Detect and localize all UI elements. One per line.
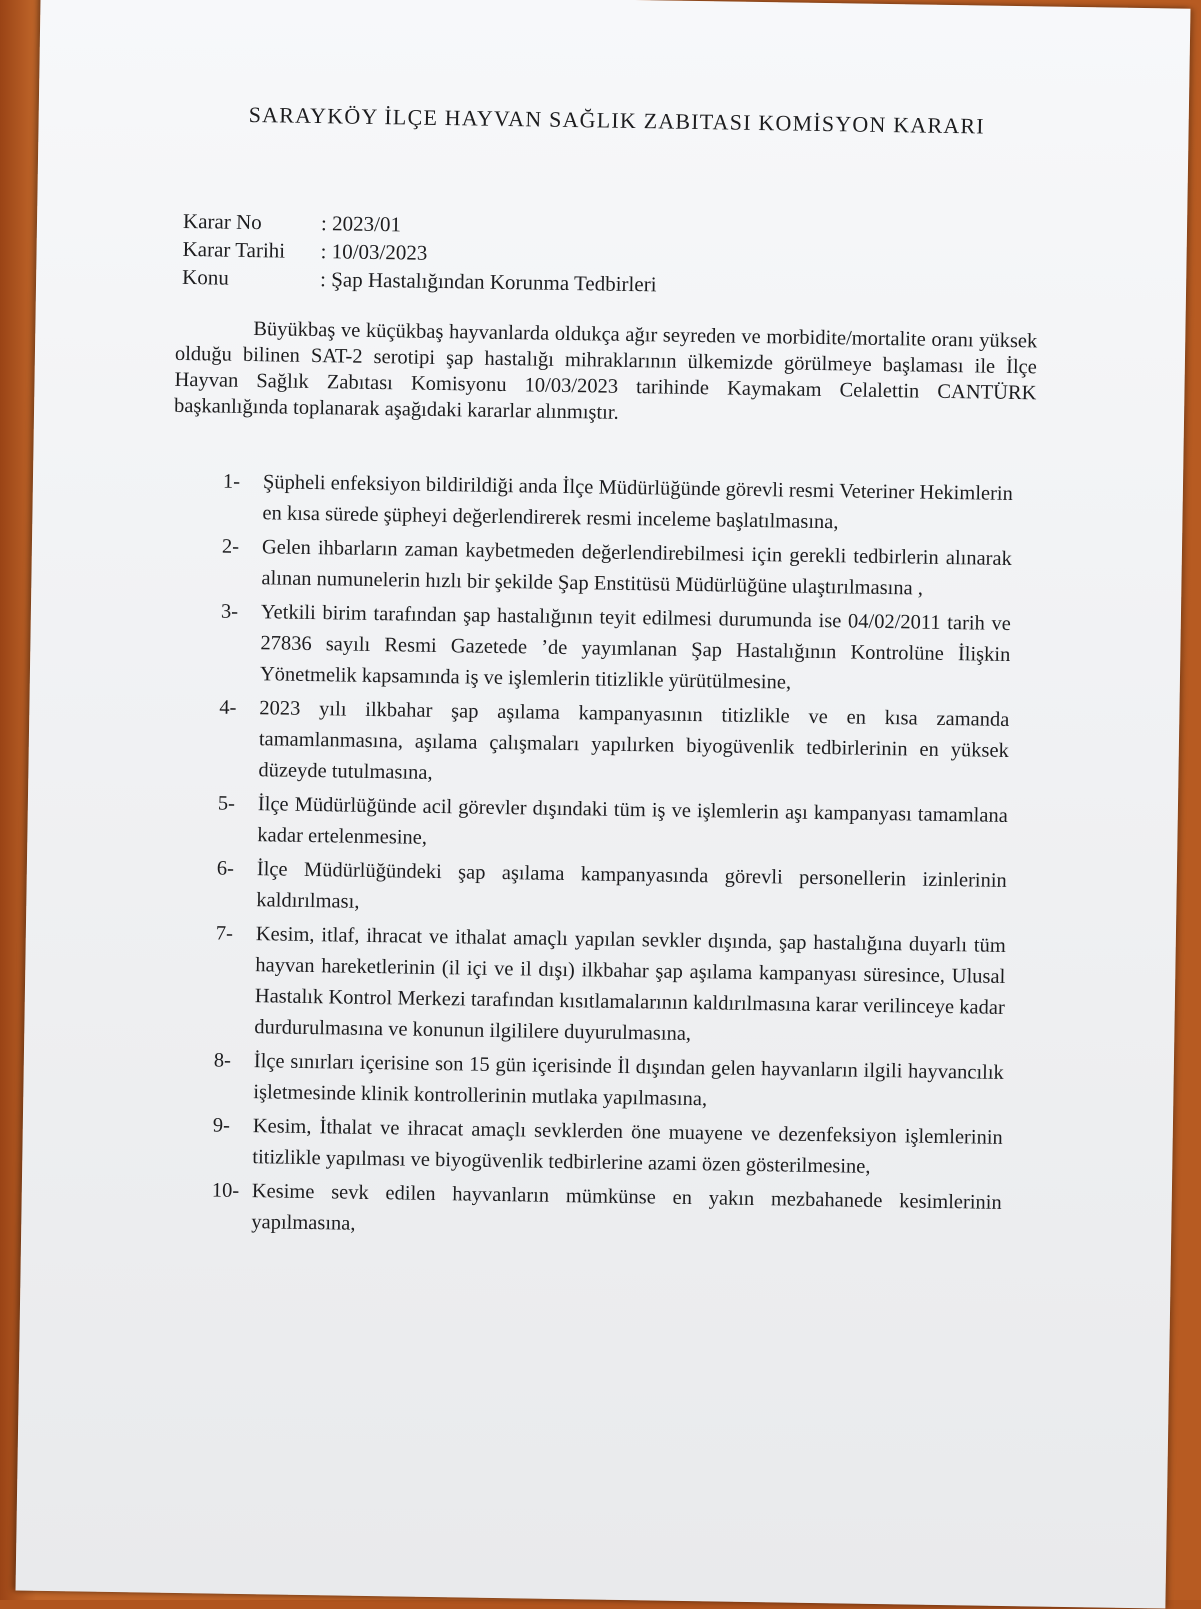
decision-text: 2023 yılı ilkbahar şap aşılama kampanyasının titizlikle ve en kısa zamanda tamamlanmasına, aşılama çalışmaları yapılırken biyogüvenlik tedbirlerinin en yüksek düzeyde tutulmasına,: [258, 697, 1010, 784]
decision-number: 1-: [222, 470, 241, 493]
decision-number: 6-: [216, 857, 235, 880]
decision-meta: [182, 207, 658, 298]
decision-number: 10-: [211, 1179, 240, 1202]
decision-number: 8-: [213, 1049, 232, 1072]
decision-item: [217, 789, 1008, 863]
decision-number: 4-: [219, 696, 237, 719]
decision-text: İlçe Müdürlüğünde acil görevler dışındaki tüm iş ve işlemlerin aşı kampanyası tamamlana kadar ertelenmesine,: [257, 793, 1008, 849]
decision-text: İlçe sınırları içerisine son 15 gün içerisinde İl dışından gelen hayvanların ilgili hayvancılık işletmesinde klinik kontrollerinin mutlaka yapılmasına,: [253, 1050, 1004, 1111]
meta-value: : 2023/01: [321, 209, 401, 238]
decision-number: 7-: [215, 922, 234, 945]
meta-value: : Şap Hastalığından Korunma Tedbirleri: [320, 265, 657, 298]
decision-item: [212, 1111, 1003, 1185]
decision-number: 9-: [212, 1114, 231, 1137]
decision-number: 3-: [220, 600, 239, 623]
decision-item: [216, 854, 1007, 928]
decision-number: 5-: [217, 792, 236, 815]
meta-label: Karar No: [182, 208, 262, 235]
decision-text: Kesim, İthalat ve ihracat amaçlı sevklerden öne muayene ve dezenfeksiyon işlemlerinin titizlikle yapılması ve biyogüvenlik tedbirlerine azami özen gösterilmesine,: [252, 1115, 1003, 1178]
decision-text: Şüpheli enfeksiyon bildirildiği anda İlçe Müdürlüğünde görevli resmi Veteriner Hekimlerin en kısa sürede şüpheyi değerlendirerek resmi inceleme başlatılmasına,: [262, 471, 1014, 534]
decision-text: Gelen ihbarların zaman kaybetmeden değerlendirebilmesi için gerekli tedbirlerin alınarak alınan numunelerin hızlı bir şekilde Şap Enstitüsü Müdürlüğüne ulaştırılmasına ,: [261, 536, 1013, 600]
decision-text: Kesime sevk edilen hayvanların mümkünse en yakın mezbahanede kesimlerinin yapılmasına,: [251, 1180, 1002, 1235]
decision-item: [220, 597, 1011, 702]
decision-text: Yetkili birim tarafından şap hastalığının teyit edilmesi durumunda ise 04/02/2011 tarih ve 27836 sayılı Resmi Gazetede ’de yayımlanan Şap Hastalığının Kontrolüne İlişkin Yönetmelik kapsamında iş ve işlemlerin titizlikle yürütülmesine,: [259, 601, 1011, 694]
decision-text: İlçe Müdürlüğündeki şap aşılama kampanyasında görevli personellerin izinlerinin kaldırılması,: [256, 858, 1007, 913]
decision-item: [221, 532, 1012, 606]
intro-paragraph: Büyükbaş ve küçükbaş hayvanlarda oldukça ağır seyreden ve morbidite/mortalite oranı yüksek olduğu bilinen SAT-2 serotipi şap hastalığı mihraklarının ülkemizde görülmeye başlaması ile İlçe Hayvan Sağlık Zabıtası Komisyonu 10/03/2023 tarihinde Kaymakam Celalettin CANTÜRK başkanlığında toplanarak aşağıdaki kararlar alınmıştır.: [173, 318, 1038, 424]
decision-item: [211, 1176, 1002, 1250]
decision-text: Kesim, itlaf, ihracat ve ithalat amaçlı yapılan sevkler dışında, şap hastalığına duyarlı tüm hayvan hareketlerinin (il içi ve il dışı) ilkbahar şap aşılama kampanyası süresince, Ulusal Hastalık Kontrol Merkezi tarafından kısıtlamalarının kaldırılmasına karar verilinceye kadar durdurulmasına ve konunun ilgililere duyurulmasına,: [254, 923, 1006, 1046]
decision-item: [213, 1046, 1004, 1120]
decision-list: [211, 467, 1013, 1253]
decision-item: [222, 467, 1013, 541]
meta-label: Karar Tarihi: [182, 236, 286, 263]
document-title: SARAYKÖY İLÇE HAYVAN SAĞLIK ZABITASI KOMİSYON KARARI: [248, 101, 985, 139]
decision-item: [218, 693, 1009, 798]
meta-label: Konu: [181, 264, 230, 290]
decision-number: 2-: [221, 535, 240, 558]
decision-item: [214, 919, 1006, 1055]
document-page: [16, 0, 1191, 1609]
meta-value: : 10/03/2023: [320, 237, 427, 267]
